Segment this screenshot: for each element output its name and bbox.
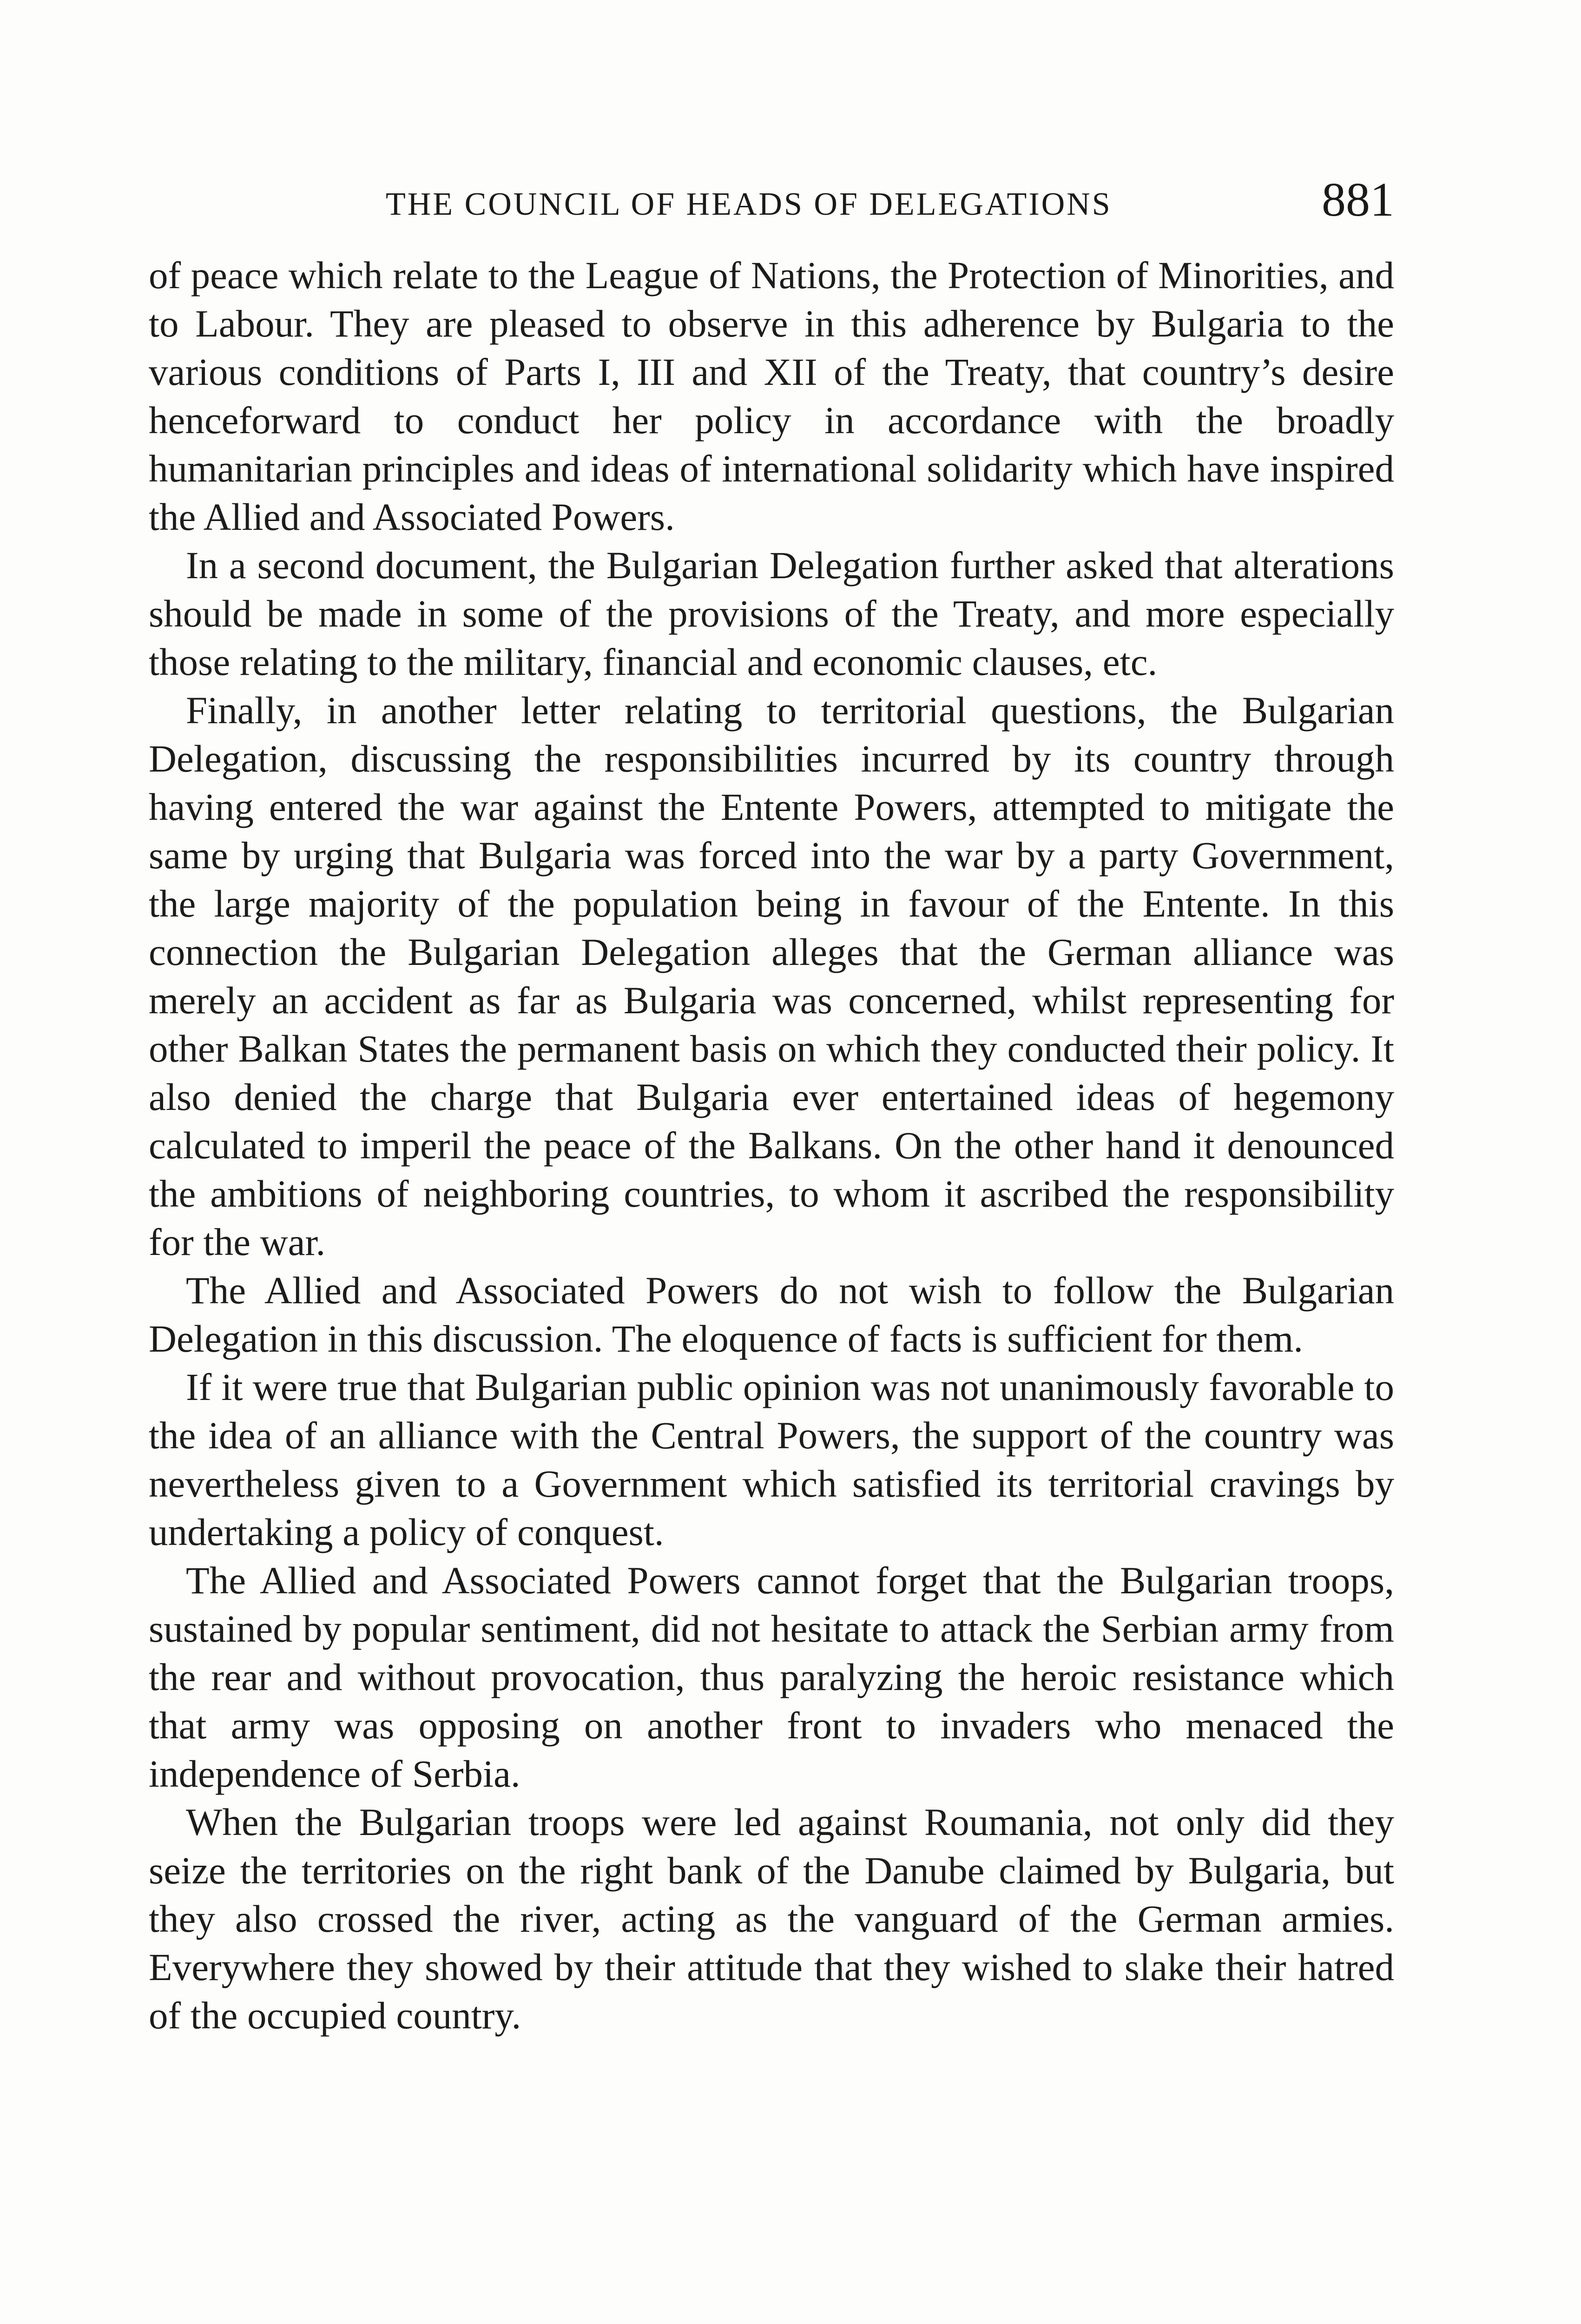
running-title: THE COUNCIL OF HEADS OF DELEGATIONS <box>386 186 1112 222</box>
running-header <box>149 172 1394 228</box>
paragraph: In a second document, the Bulgarian Delegation further asked that alterations should be made in some of the provisions of the Treaty, and more especially those relating to the military, financial and economic clauses, etc. <box>149 544 1394 683</box>
page-number: 881 <box>1322 173 1394 226</box>
paragraph-continued: of peace which relate to the League of Nations, the Protection of Minorities, and to Labour. They are pleased to observe in this adherence by Bulgaria to the various conditions of Parts I, III and XII of the Treaty, that country’s desire henceforward to conduct her policy in accordance with the broadly humanitarian principles and ideas of international solidarity which have inspired the Allied and Associated Powers. <box>149 254 1394 538</box>
paragraph: The Allied and Associated Powers cannot forget that the Bulgarian troops, sustained by popular sentiment, did not hesitate to attack the Serbian army from the rear and without provocation, thus paralyzing the heroic resistance which that army was opposing on another front to invaders who menaced the independence of Serbia. <box>149 1559 1394 1795</box>
paragraph: Finally, in another letter relating to territorial questions, the Bulgarian Delegation, discussing the responsibilities incurred by its country through having entered the war against the Entente Powers, attempted to mitigate the same by urging that Bulgaria was forced into the war by a party Government, the large majority of the population being in favour of the Entente. In this connection the Bulgarian Delegation alleges that the German alliance was merely an accident as far as Bulgaria was concerned, whilst representing for other Balkan States the permanent basis on which they conducted their policy. It also denied the charge that Bulgaria ever entertained ideas of hegemony calculated to imperil the peace of the Balkans. On the other hand it denounced the ambitions of neighboring countries, to whom it ascribed the responsibility for the war. <box>149 689 1394 1263</box>
paragraph: If it were true that Bulgarian public opinion was not unanimously favorable to the idea of an alliance with the Central Powers, the support of the country was nevertheless given to a Government which satisfied its territorial cravings by undertaking a policy of conquest. <box>149 1366 1394 1553</box>
body-text <box>149 251 1394 2040</box>
paragraph: When the Bulgarian troops were led against Roumania, not only did they seize the territories on the right bank of the Danube claimed by Bulgaria, but they also crossed the river, acting as the vanguard of the German armies. Everywhere they showed by their attitude that they wished to slake their hatred of the occupied country. <box>149 1801 1394 2037</box>
paragraph: The Allied and Associated Powers do not wish to follow the Bulgarian Delegation in this discussion. The eloquence of facts is sufficient for them. <box>149 1269 1394 1360</box>
